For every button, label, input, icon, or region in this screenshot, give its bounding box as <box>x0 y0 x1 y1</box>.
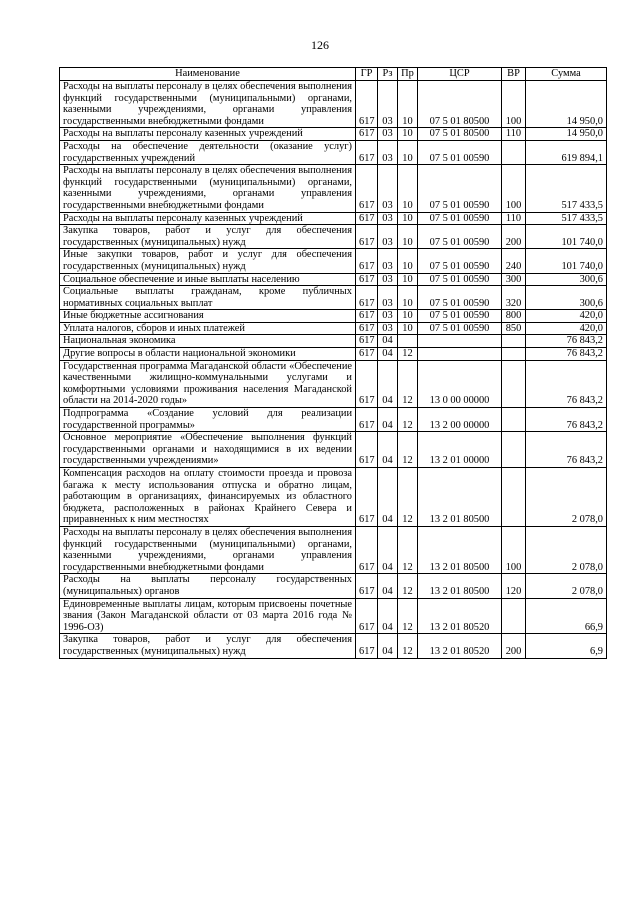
cell-vr <box>502 140 526 164</box>
cell-vr: 120 <box>502 574 526 598</box>
cell-sum: 14 950,0 <box>526 81 607 128</box>
cell-csr: 13 2 01 80500 <box>418 526 502 573</box>
cell-name: Расходы на выплаты персоналу в целях обеспечения выполнения функций государственными (муниципальными) органами, казенными учреждениями, органами управления государственными внебюджетными фондами <box>60 165 356 212</box>
cell-pr: 10 <box>398 212 418 225</box>
cell-vr <box>502 335 526 348</box>
cell-pr: 10 <box>398 286 418 310</box>
cell-name: Закупка товаров, работ и услуг для обеспечения государственных (муниципальных) нужд <box>60 634 356 658</box>
cell-vr <box>502 598 526 634</box>
cell-pr: 10 <box>398 140 418 164</box>
cell-vr: 240 <box>502 249 526 273</box>
cell-gr: 617 <box>356 165 378 212</box>
cell-name: Социальное обеспечение и иные выплаты населению <box>60 273 356 286</box>
cell-pr: 10 <box>398 310 418 323</box>
header-gr: ГР <box>356 68 378 81</box>
table-row <box>60 286 607 310</box>
cell-csr: 07 5 01 00590 <box>418 322 502 335</box>
cell-rz: 03 <box>378 212 398 225</box>
cell-vr: 200 <box>502 225 526 249</box>
cell-csr: 07 5 01 00590 <box>418 273 502 286</box>
cell-gr: 617 <box>356 225 378 249</box>
cell-name: Расходы на выплаты персоналу государственных (муниципальных) органов <box>60 574 356 598</box>
cell-name: Иные бюджетные ассигнования <box>60 310 356 323</box>
header-csr: ЦСР <box>418 68 502 81</box>
cell-name: Государственная программа Магаданской области «Обеспечение качественными жилищно-коммунальными услугами и комфортными условиями проживания населения Магаданской области на 2014-2020 годы» <box>60 360 356 407</box>
table-row <box>60 526 607 573</box>
page-number: 126 <box>311 38 329 52</box>
table-row <box>60 360 607 407</box>
cell-gr: 617 <box>356 140 378 164</box>
cell-name: Другие вопросы в области национальной экономики <box>60 348 356 361</box>
cell-rz: 03 <box>378 310 398 323</box>
cell-name: Социальные выплаты гражданам, кроме публичных нормативных социальных выплат <box>60 286 356 310</box>
cell-sum: 2 078,0 <box>526 526 607 573</box>
cell-csr: 13 2 01 80500 <box>418 468 502 527</box>
cell-name: Расходы на выплаты персоналу казенных учреждений <box>60 212 356 225</box>
cell-rz: 03 <box>378 249 398 273</box>
cell-gr: 617 <box>356 310 378 323</box>
cell-gr: 617 <box>356 322 378 335</box>
cell-csr <box>418 335 502 348</box>
cell-sum: 2 078,0 <box>526 468 607 527</box>
header-name: Наименование <box>60 68 356 81</box>
cell-pr: 12 <box>398 348 418 361</box>
cell-pr: 12 <box>398 574 418 598</box>
cell-name: Расходы на выплаты персоналу в целях обеспечения выполнения функций государственными (муниципальными) органами, казенными учреждениями, органами управления государственными внебюджетными фондами <box>60 81 356 128</box>
cell-vr: 100 <box>502 165 526 212</box>
cell-rz: 04 <box>378 468 398 527</box>
cell-gr: 617 <box>356 526 378 573</box>
cell-pr: 10 <box>398 249 418 273</box>
cell-sum: 76 843,2 <box>526 360 607 407</box>
cell-sum: 517 433,5 <box>526 212 607 225</box>
cell-pr <box>398 335 418 348</box>
table-row <box>60 634 607 658</box>
cell-gr: 617 <box>356 574 378 598</box>
cell-name: Закупка товаров, работ и услуг для обеспечения государственных (муниципальных) нужд <box>60 225 356 249</box>
table-row <box>60 348 607 361</box>
cell-vr <box>502 468 526 527</box>
cell-vr <box>502 360 526 407</box>
cell-csr: 07 5 01 00590 <box>418 165 502 212</box>
cell-sum: 76 843,2 <box>526 335 607 348</box>
table-row <box>60 273 607 286</box>
cell-sum: 66,9 <box>526 598 607 634</box>
cell-gr: 617 <box>356 468 378 527</box>
cell-csr: 13 2 00 00000 <box>418 408 502 432</box>
cell-rz: 03 <box>378 165 398 212</box>
table-row <box>60 432 607 468</box>
cell-csr: 07 5 01 80500 <box>418 81 502 128</box>
cell-pr: 12 <box>398 408 418 432</box>
cell-pr: 12 <box>398 360 418 407</box>
cell-pr: 12 <box>398 432 418 468</box>
cell-sum: 76 843,2 <box>526 348 607 361</box>
cell-sum: 300,6 <box>526 273 607 286</box>
cell-sum: 300,6 <box>526 286 607 310</box>
cell-name: Компенсация расходов на оплату стоимости проезда и провоза багажа к месту использования отпуска и обратно лицам, работающим в организациях, финансируемых из областного бюджета, расположенных в районах Крайнего Севера и приравненных к ним местностях <box>60 468 356 527</box>
cell-name: Расходы на выплаты персоналу казенных учреждений <box>60 128 356 141</box>
cell-name: Национальная экономика <box>60 335 356 348</box>
cell-gr: 617 <box>356 81 378 128</box>
cell-sum: 420,0 <box>526 310 607 323</box>
cell-vr <box>502 408 526 432</box>
cell-sum: 2 078,0 <box>526 574 607 598</box>
cell-gr: 617 <box>356 634 378 658</box>
table-row <box>60 249 607 273</box>
cell-pr: 12 <box>398 634 418 658</box>
cell-gr: 617 <box>356 273 378 286</box>
table-row <box>60 335 607 348</box>
cell-rz: 04 <box>378 432 398 468</box>
table-row <box>60 310 607 323</box>
cell-sum: 14 950,0 <box>526 128 607 141</box>
cell-name: Уплата налогов, сборов и иных платежей <box>60 322 356 335</box>
cell-csr: 07 5 01 80500 <box>418 128 502 141</box>
table-row <box>60 598 607 634</box>
cell-vr: 110 <box>502 212 526 225</box>
cell-csr: 13 2 01 80500 <box>418 574 502 598</box>
table-body <box>60 81 607 659</box>
cell-rz: 04 <box>378 348 398 361</box>
cell-sum: 619 894,1 <box>526 140 607 164</box>
cell-name: Подпрограмма «Создание условий для реализации государственной программы» <box>60 408 356 432</box>
budget-table <box>59 67 607 659</box>
table-row <box>60 408 607 432</box>
cell-pr: 10 <box>398 81 418 128</box>
cell-rz: 04 <box>378 335 398 348</box>
cell-vr: 300 <box>502 273 526 286</box>
cell-gr: 617 <box>356 212 378 225</box>
cell-name: Иные закупки товаров, работ и услуг для обеспечения государственных (муниципальных) нужд <box>60 249 356 273</box>
cell-rz: 03 <box>378 273 398 286</box>
cell-rz: 03 <box>378 81 398 128</box>
table-row <box>60 165 607 212</box>
cell-rz: 03 <box>378 128 398 141</box>
cell-name: Расходы на выплаты персоналу в целях обеспечения выполнения функций государственными (муниципальными) органами, казенными учреждениями, органами управления государственными внебюджетными фондами <box>60 526 356 573</box>
cell-vr <box>502 348 526 361</box>
cell-vr: 320 <box>502 286 526 310</box>
cell-sum: 76 843,2 <box>526 408 607 432</box>
cell-name: Расходы на обеспечение деятельности (оказание услуг) государственных учреждений <box>60 140 356 164</box>
cell-gr: 617 <box>356 249 378 273</box>
cell-rz: 04 <box>378 634 398 658</box>
cell-pr: 10 <box>398 128 418 141</box>
cell-sum: 76 843,2 <box>526 432 607 468</box>
cell-sum: 101 740,0 <box>526 249 607 273</box>
cell-pr: 12 <box>398 598 418 634</box>
cell-gr: 617 <box>356 360 378 407</box>
cell-pr: 10 <box>398 273 418 286</box>
cell-pr: 10 <box>398 165 418 212</box>
cell-rz: 03 <box>378 225 398 249</box>
cell-csr: 13 2 01 00000 <box>418 432 502 468</box>
cell-csr <box>418 348 502 361</box>
cell-vr: 200 <box>502 634 526 658</box>
cell-csr: 13 0 00 00000 <box>418 360 502 407</box>
cell-gr: 617 <box>356 286 378 310</box>
cell-csr: 07 5 01 00590 <box>418 225 502 249</box>
cell-sum: 101 740,0 <box>526 225 607 249</box>
cell-csr: 13 2 01 80520 <box>418 598 502 634</box>
header-rz: Рз <box>378 68 398 81</box>
cell-gr: 617 <box>356 128 378 141</box>
cell-sum: 420,0 <box>526 322 607 335</box>
table-header-row <box>60 68 607 81</box>
table-row <box>60 212 607 225</box>
cell-sum: 6,9 <box>526 634 607 658</box>
cell-pr: 10 <box>398 225 418 249</box>
cell-vr: 100 <box>502 81 526 128</box>
header-vr: ВР <box>502 68 526 81</box>
cell-rz: 03 <box>378 322 398 335</box>
cell-csr: 07 5 01 00590 <box>418 286 502 310</box>
cell-pr: 10 <box>398 322 418 335</box>
cell-sum: 517 433,5 <box>526 165 607 212</box>
table-row <box>60 140 607 164</box>
cell-csr: 07 5 01 00590 <box>418 249 502 273</box>
cell-rz: 04 <box>378 526 398 573</box>
cell-csr: 13 2 01 80520 <box>418 634 502 658</box>
table-row <box>60 225 607 249</box>
cell-rz: 04 <box>378 574 398 598</box>
table-row <box>60 128 607 141</box>
cell-gr: 617 <box>356 408 378 432</box>
cell-rz: 04 <box>378 598 398 634</box>
cell-vr: 110 <box>502 128 526 141</box>
cell-gr: 617 <box>356 335 378 348</box>
cell-pr: 12 <box>398 526 418 573</box>
cell-csr: 07 5 01 00590 <box>418 212 502 225</box>
cell-rz: 03 <box>378 140 398 164</box>
cell-gr: 617 <box>356 432 378 468</box>
cell-vr <box>502 432 526 468</box>
table-row <box>60 574 607 598</box>
header-pr: Пр <box>398 68 418 81</box>
cell-name: Единовременные выплаты лицам, которым присвоены почетные звания (Закон Магаданской области от 03 марта 2016 года № 1996-ОЗ) <box>60 598 356 634</box>
cell-vr: 800 <box>502 310 526 323</box>
table-row <box>60 322 607 335</box>
cell-rz: 03 <box>378 286 398 310</box>
cell-vr: 100 <box>502 526 526 573</box>
cell-csr: 07 5 01 00590 <box>418 140 502 164</box>
header-sum: Сумма <box>526 68 607 81</box>
table-row <box>60 468 607 527</box>
cell-vr: 850 <box>502 322 526 335</box>
cell-gr: 617 <box>356 598 378 634</box>
cell-pr: 12 <box>398 468 418 527</box>
table-row <box>60 81 607 128</box>
cell-gr: 617 <box>356 348 378 361</box>
cell-csr: 07 5 01 00590 <box>418 310 502 323</box>
cell-rz: 04 <box>378 408 398 432</box>
cell-name: Основное мероприятие «Обеспечение выполнения функций государственными органами и находящимися в их ведении государственными учреждениями» <box>60 432 356 468</box>
cell-rz: 04 <box>378 360 398 407</box>
